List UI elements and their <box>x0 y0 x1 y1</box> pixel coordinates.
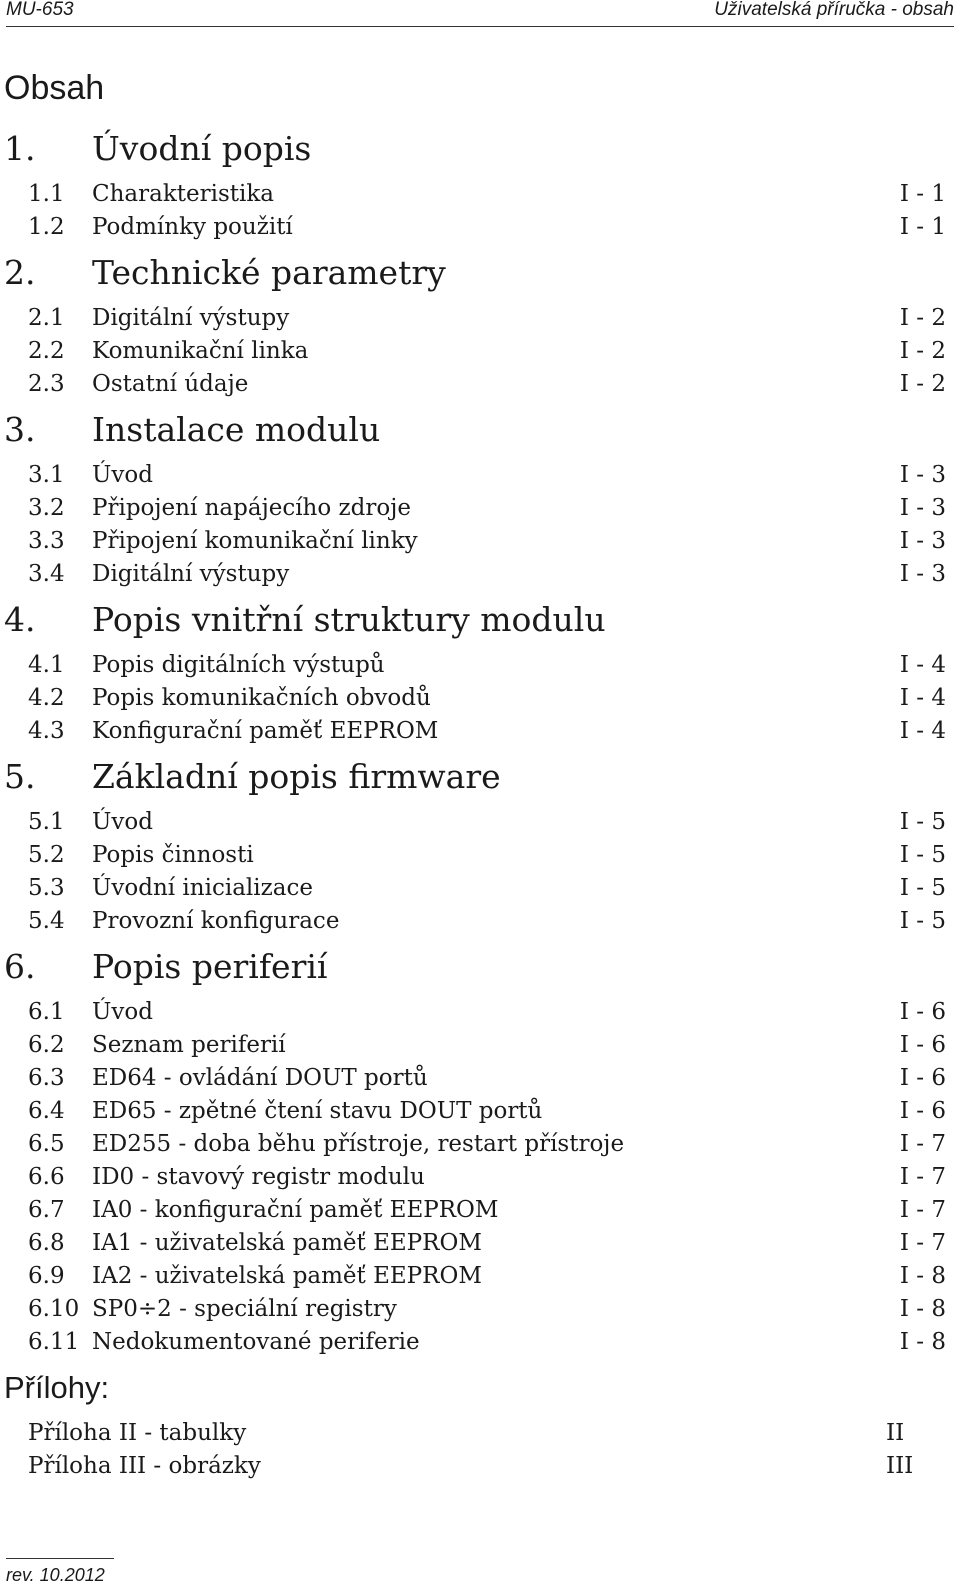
chapter-heading[interactable] <box>0 401 960 459</box>
section-number: 5.1 <box>28 809 65 835</box>
toc-entry[interactable] <box>0 1326 960 1359</box>
toc-entry[interactable] <box>0 211 960 244</box>
chapter-title: Technické parametry <box>92 253 446 292</box>
section-number: 4.2 <box>28 685 65 711</box>
page-number: I - 1 <box>899 214 946 240</box>
page-number: I - 3 <box>899 528 946 554</box>
toc-entry[interactable] <box>0 1029 960 1062</box>
section-number: 6.5 <box>28 1131 65 1157</box>
page-number: I - 1 <box>899 181 946 207</box>
chapter-number: 2. <box>4 253 36 292</box>
toc-entry[interactable] <box>0 682 960 715</box>
page-number: I - 6 <box>899 1098 946 1124</box>
page-number: I - 2 <box>899 371 946 397</box>
toc-entry[interactable] <box>0 1161 960 1194</box>
toc-entry[interactable] <box>0 872 960 905</box>
section-number: 6.9 <box>28 1263 65 1289</box>
section-number: 3.2 <box>28 495 65 521</box>
chapter-title: Instalace modulu <box>92 410 381 449</box>
page-number: I - 4 <box>899 685 946 711</box>
appendix-page: III <box>886 1453 914 1479</box>
chapter-heading[interactable] <box>0 244 960 302</box>
toc-entry[interactable] <box>0 1062 960 1095</box>
toc-entry[interactable] <box>0 302 960 335</box>
chapter-number: 3. <box>4 410 36 449</box>
section-title: ED255 - doba běhu přístroje, restart přístroje <box>92 1131 625 1157</box>
page-number: I - 3 <box>899 495 946 521</box>
chapter-title: Úvodní popis <box>92 129 312 168</box>
toc-entry[interactable] <box>0 1128 960 1161</box>
section-title: Popis komunikačních obvodů <box>92 685 431 711</box>
toc-entry[interactable] <box>0 1227 960 1260</box>
toc-entry[interactable] <box>0 715 960 748</box>
toc-entry[interactable] <box>0 905 960 938</box>
toc-entry[interactable] <box>0 1194 960 1227</box>
section-number: 6.3 <box>28 1065 65 1091</box>
section-title: Digitální výstupy <box>92 305 290 331</box>
section-title: ED65 - zpětné čtení stavu DOUT portů <box>92 1098 543 1124</box>
section-number: 2.2 <box>28 338 65 364</box>
section-number: 5.2 <box>28 842 65 868</box>
page-number: I - 5 <box>899 809 946 835</box>
section-number: 2.3 <box>28 371 65 397</box>
page-number: I - 7 <box>899 1131 946 1157</box>
section-number: 6.6 <box>28 1164 65 1190</box>
section-title: IA2 - uživatelská paměť EEPROM <box>92 1263 482 1289</box>
section-title: ID0 - stavový registr modulu <box>92 1164 425 1190</box>
toc-entry[interactable] <box>0 178 960 211</box>
appendix-title: Příloha II - tabulky <box>28 1420 247 1446</box>
page-number: I - 8 <box>899 1329 946 1355</box>
toc-entry[interactable] <box>0 1293 960 1326</box>
page-number: I - 4 <box>899 652 946 678</box>
section-title: Komunikační linka <box>92 338 309 364</box>
section-title: Úvod <box>92 809 153 835</box>
page-number: I - 4 <box>899 718 946 744</box>
section-number: 1.2 <box>28 214 65 240</box>
section-number: 1.1 <box>28 181 65 207</box>
section-title: ED64 - ovládání DOUT portů <box>92 1065 428 1091</box>
page-header <box>6 0 954 27</box>
page-number: I - 5 <box>899 908 946 934</box>
document-section-title: Uživatelská příručka - obsah <box>714 0 954 20</box>
section-number: 6.10 <box>28 1296 80 1322</box>
section-number: 3.1 <box>28 462 65 488</box>
toc-entry[interactable] <box>0 368 960 401</box>
appendix-title: Příloha III - obrázky <box>28 1453 261 1479</box>
section-number: 6.7 <box>28 1197 65 1223</box>
chapter-number: 1. <box>4 129 36 168</box>
section-number: 4.3 <box>28 718 65 744</box>
toc-entry[interactable] <box>0 1260 960 1293</box>
chapter-heading[interactable] <box>0 120 960 178</box>
section-title: Nedokumentované periferie <box>92 1329 420 1355</box>
section-number: 4.1 <box>28 652 65 678</box>
toc-entry[interactable] <box>0 459 960 492</box>
section-title: Popis digitálních výstupů <box>92 652 385 678</box>
toc-entry[interactable] <box>0 806 960 839</box>
chapter-heading[interactable] <box>0 938 960 996</box>
page-number: I - 3 <box>899 561 946 587</box>
chapter-number: 6. <box>4 947 36 986</box>
appendices-title: Přílohy: <box>4 1370 110 1405</box>
section-title: Digitální výstupy <box>92 561 290 587</box>
section-title: Připojení komunikační linky <box>92 528 418 554</box>
toc-entry[interactable] <box>0 839 960 872</box>
page-number: I - 7 <box>899 1164 946 1190</box>
section-title: Provozní konfigurace <box>92 908 340 934</box>
appendix-entry[interactable] <box>0 1417 960 1450</box>
page-number: I - 8 <box>899 1263 946 1289</box>
section-number: 5.4 <box>28 908 65 934</box>
table-of-contents <box>0 120 960 1483</box>
section-title: Popis činnosti <box>92 842 254 868</box>
appendices-heading <box>0 1359 960 1417</box>
toc-entry[interactable] <box>0 558 960 591</box>
section-title: Charakteristika <box>92 181 275 207</box>
page-number: I - 7 <box>899 1230 946 1256</box>
section-title: SP0÷2 - speciální registry <box>92 1296 397 1322</box>
toc-entry[interactable] <box>0 335 960 368</box>
section-number: 2.1 <box>28 305 65 331</box>
page-number: I - 5 <box>899 875 946 901</box>
chapter-title: Popis periferií <box>92 947 328 986</box>
page-number: I - 6 <box>899 1032 946 1058</box>
section-title: Připojení napájecího zdroje <box>92 495 411 521</box>
revision-footer: rev. 10.2012 <box>6 1565 105 1585</box>
section-number: 6.2 <box>28 1032 65 1058</box>
section-number: 6.4 <box>28 1098 65 1124</box>
page-number: I - 5 <box>899 842 946 868</box>
section-number: 6.1 <box>28 999 65 1025</box>
section-title: Úvodní inicializace <box>92 875 313 901</box>
section-title: Ostatní údaje <box>92 371 249 397</box>
page-number: I - 2 <box>899 305 946 331</box>
toc-entry[interactable] <box>0 525 960 558</box>
chapter-heading[interactable] <box>0 748 960 806</box>
toc-entry[interactable] <box>0 649 960 682</box>
page-number: I - 3 <box>899 462 946 488</box>
page-number: I - 8 <box>899 1296 946 1322</box>
section-title: Úvod <box>92 999 153 1025</box>
toc-title: Obsah <box>4 69 105 107</box>
section-number: 3.4 <box>28 561 65 587</box>
appendix-page: II <box>886 1420 905 1446</box>
toc-entry[interactable] <box>0 492 960 525</box>
appendix-entry[interactable] <box>0 1450 960 1483</box>
page-number: I - 7 <box>899 1197 946 1223</box>
section-title: IA0 - konfigurační paměť EEPROM <box>92 1197 499 1223</box>
section-title: IA1 - uživatelská paměť EEPROM <box>92 1230 482 1256</box>
chapter-title: Popis vnitřní struktury modulu <box>92 600 606 639</box>
page-number: I - 2 <box>899 338 946 364</box>
toc-entry[interactable] <box>0 1095 960 1128</box>
section-number: 6.8 <box>28 1230 65 1256</box>
page-number: I - 6 <box>899 999 946 1025</box>
section-title: Konfigurační paměť EEPROM <box>92 718 439 744</box>
chapter-title: Základní popis firmware <box>92 757 501 796</box>
footer-divider <box>6 1558 114 1559</box>
chapter-number: 4. <box>4 600 36 639</box>
chapter-number: 5. <box>4 757 36 796</box>
section-title: Podmínky použití <box>92 214 293 240</box>
toc-entry[interactable] <box>0 996 960 1029</box>
section-number: 6.11 <box>28 1329 80 1355</box>
chapter-heading[interactable] <box>0 591 960 649</box>
section-title: Seznam periferií <box>92 1032 286 1058</box>
section-title: Úvod <box>92 462 153 488</box>
section-number: 3.3 <box>28 528 65 554</box>
page-number: I - 6 <box>899 1065 946 1091</box>
document-code: MU-653 <box>6 0 74 20</box>
section-number: 5.3 <box>28 875 65 901</box>
